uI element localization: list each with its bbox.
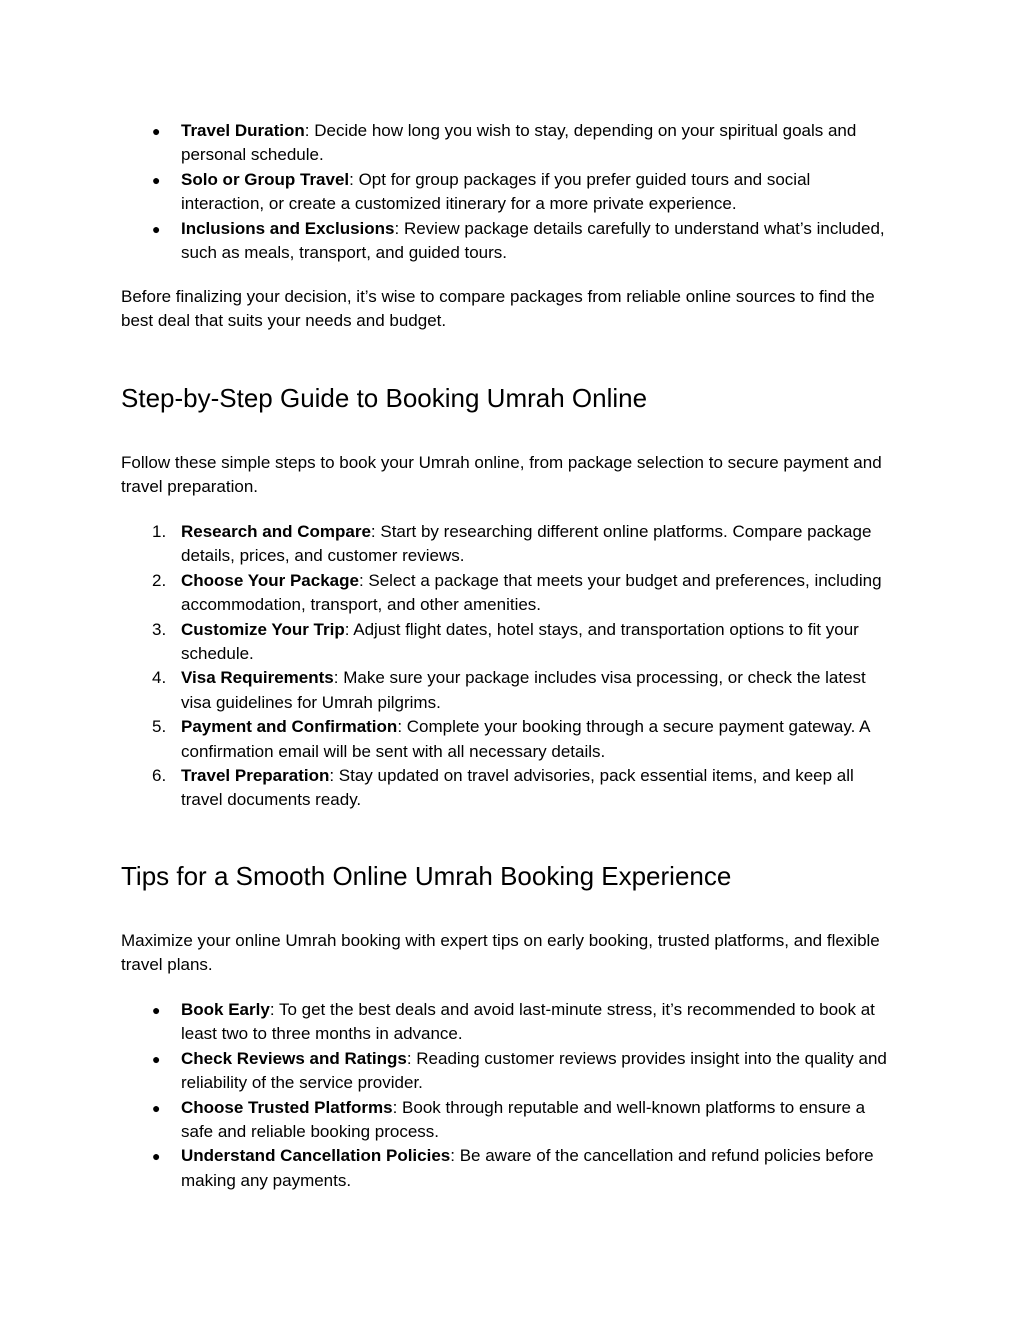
item-term: Customize Your Trip xyxy=(181,619,345,639)
item-term: Check Reviews and Ratings xyxy=(181,1048,407,1068)
list-item xyxy=(121,217,896,266)
item-term: Travel Duration xyxy=(181,121,305,140)
item-term: Understand Cancellation Policies xyxy=(181,1146,451,1166)
item-text: : Review package details carefully to understand what’s included, such as meals, transport, and guided tours. xyxy=(181,218,885,263)
item-text: : Be aware of the cancellation and refund policies before making any payments. xyxy=(181,1146,874,1190)
bullet-marker: ● xyxy=(152,1099,161,1116)
item-text: : Make sure your package includes visa processing, or check the latest visa guidelines for Umrah pilgrims. xyxy=(181,668,866,712)
step-number: 6. xyxy=(152,766,167,786)
bullet-marker: ● xyxy=(152,1148,161,1165)
item-term: Choose Trusted Platforms xyxy=(181,1097,393,1117)
list-item xyxy=(121,520,896,569)
step-number: 2. xyxy=(152,570,167,590)
item-text: : Opt for group packages if you prefer guided tours and social interaction, or create a customized itinerary for a more private experience. xyxy=(181,169,811,214)
list-item xyxy=(121,569,896,618)
list-item xyxy=(121,1096,896,1145)
item-text: : Decide how long you wish to stay, depending on your spiritual goals and personal schedule. xyxy=(181,121,857,165)
list-item xyxy=(121,715,896,764)
item-term: Choose Your Package xyxy=(181,570,359,590)
item-term: Inclusions and Exclusions xyxy=(181,218,395,238)
item-text: : Adjust flight dates, hotel stays, and transportation options to fit your schedule. xyxy=(181,619,859,664)
item-term: Research and Compare xyxy=(181,522,371,541)
guide-intro-paragraph: Follow these simple steps to book your Umrah online, from package selection to secure payment and travel preparation. xyxy=(121,453,882,497)
item-text: : Reading customer reviews provides insight into the quality and reliability of the service provider. xyxy=(181,1048,887,1093)
item-text: : Select a package that meets your budget and preferences, including accommodation, transport, and other amenities. xyxy=(181,570,882,615)
item-term: Visa Requirements xyxy=(181,668,334,688)
item-term: Travel Preparation xyxy=(181,766,330,786)
guide-heading: Step-by-Step Guide to Booking Umrah Online xyxy=(121,383,648,413)
step-number: 3. xyxy=(152,619,167,639)
list-item xyxy=(121,764,896,813)
bullet-marker: ● xyxy=(152,220,161,237)
list-item xyxy=(121,119,896,168)
compare-paragraph: Before finalizing your decision, it’s wise to compare packages from reliable online sources to find the best deal that suits your needs and budget. xyxy=(121,287,875,331)
item-term: Payment and Confirmation xyxy=(181,717,398,737)
bullet-marker: ● xyxy=(152,171,161,188)
item-text: : Complete your booking through a secure payment gateway. A confirmation email will be sent with all necessary details. xyxy=(181,717,870,761)
list-item xyxy=(121,1144,896,1193)
item-term: Book Early xyxy=(181,1000,270,1019)
bullet-marker: ● xyxy=(152,1050,161,1067)
item-text: : Stay updated on travel advisories, pack essential items, and keep all travel documents ready. xyxy=(181,766,854,810)
guide-steps-list xyxy=(121,520,896,813)
step-number: 1. xyxy=(152,522,167,541)
tips-heading: Tips for a Smooth Online Umrah Booking Experience xyxy=(121,861,732,891)
bullet-marker: ● xyxy=(152,1002,161,1018)
step-number: 5. xyxy=(152,717,167,737)
tips-bullet-list xyxy=(121,998,896,1193)
item-text: : To get the best deals and avoid last-minute stress, it’s recommended to book at least two to three months in advance. xyxy=(181,1000,875,1044)
item-text: : Book through reputable and well-known platforms to ensure a safe and reliable booking process. xyxy=(181,1097,866,1142)
step-number: 4. xyxy=(152,668,167,688)
intro-bullet-list xyxy=(121,119,896,265)
item-text: : Start by researching different online platforms. Compare package details, prices, and customer reviews. xyxy=(181,522,872,566)
list-item xyxy=(121,998,896,1047)
list-item xyxy=(121,1047,896,1096)
list-item xyxy=(121,666,896,715)
bullet-marker: ● xyxy=(152,123,161,139)
list-item xyxy=(121,168,896,217)
tips-intro-paragraph: Maximize your online Umrah booking with expert tips on early booking, trusted platforms, and flexible travel plans. xyxy=(121,931,880,975)
item-term: Solo or Group Travel xyxy=(181,169,350,189)
list-item xyxy=(121,618,896,667)
